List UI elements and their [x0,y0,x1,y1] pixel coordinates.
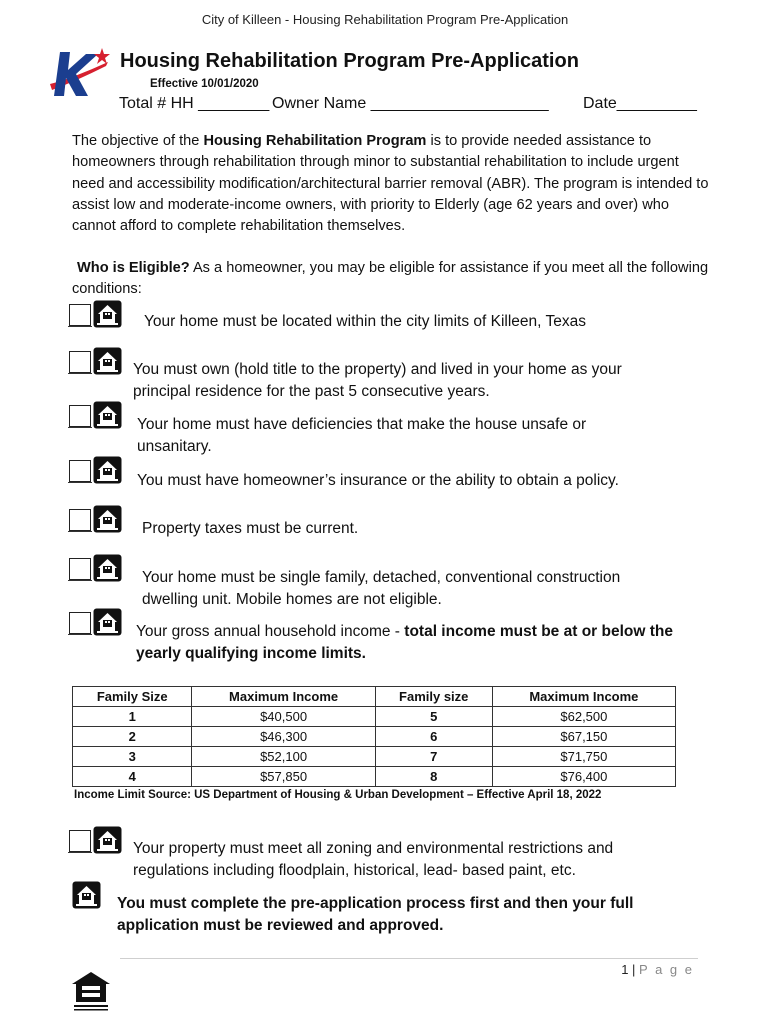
condition-text: Your home must be single family, detached, conventional construction dwelling unit. Mobile homes are not eligible. [142,569,621,608]
condition-text: Your home must be located within the city limits of Killeen, Texas [144,313,586,330]
family-size-cell: 1 [73,707,192,727]
condition-checkbox[interactable] [66,300,126,330]
income-source-note: Income Limit Source: US Department of Housing & Urban Development – Effective April 18, 2022 [74,789,602,801]
condition-text: Property taxes must be current. [142,520,359,537]
total-hh-field[interactable]: Total # HH ________ [119,95,270,112]
date-field[interactable]: Date_________ [583,95,697,112]
house-icon [93,401,122,429]
running-header: City of Killeen - Housing Rehabilitation Program Pre-Application [201,12,569,27]
max-income-cell: $67,150 [492,727,675,747]
family-size-cell: 5 [375,707,492,727]
family-size-cell: 7 [375,747,492,767]
table-row [73,747,676,767]
family-size-cell: 3 [73,747,192,767]
table-header-row [73,687,676,707]
condition-checkbox[interactable] [66,401,126,431]
income-limits-table [72,686,676,787]
family-size-cell: 8 [375,767,492,787]
table-row [73,727,676,747]
condition-text: Your property must meet all zoning and environmental restrictions and regulations including floodplain, historical, lead- based paint, etc. [133,840,614,879]
condition-text: You must own (hold title to the property) and lived in your home as your principal residence for the past 5 consecutive years. [133,361,622,400]
condition-checkbox[interactable] [66,826,126,856]
footer-divider [120,958,698,959]
condition-checkbox[interactable] [66,554,126,584]
column-header: Maximum Income [492,687,675,707]
column-header: Maximum Income [192,687,375,707]
column-header: Family size [375,687,492,707]
family-size-cell: 2 [73,727,192,747]
equal-housing-opportunity-icon [70,970,112,1012]
table-row [73,707,676,727]
condition-text: Your home must have deficiencies that make the house unsafe or unsanitary. [137,416,587,455]
page-number: 1 | P a g e [621,962,694,977]
document-title: Housing Rehabilitation Program Pre-Application [120,50,579,72]
condition-text: Your gross annual household income - total income must be at or below the yearly qualifying income limits. [136,623,673,662]
city-logo [46,46,112,98]
house-icon [93,347,122,375]
condition-checkbox[interactable] [66,608,126,638]
house-icon [93,456,122,484]
max-income-cell: $62,500 [492,707,675,727]
house-icon [72,881,101,909]
house-icon [93,826,122,854]
family-size-cell: 4 [73,767,192,787]
effective-date: Effective 10/01/2020 [150,78,259,90]
house-icon [93,554,122,582]
house-icon [93,300,122,328]
max-income-cell: $71,750 [492,747,675,767]
condition-text: You must have homeowner’s insurance or the ability to obtain a policy. [137,472,619,489]
max-income-cell: $52,100 [192,747,375,767]
intro-paragraph: The objective of the Housing Rehabilitation Program is to provide needed assistance to homeowners through rehabilitation through minor to substantial rehabilitation to include urgent need and accessibility modification/architectural barrier removal (ABR). The program is intended to assist low and moderate-income owners, with priority to Elderly (age 62 years and over) who cannot afford to complete rehabilitation themselves. [72,133,709,235]
family-size-cell: 6 [375,727,492,747]
eligibility-paragraph: Who is Eligible? As a homeowner, you may be eligible for assistance if you meet all the following conditions: [72,260,709,298]
house-icon [93,505,122,533]
max-income-cell: $57,850 [192,767,375,787]
max-income-cell: $46,300 [192,727,375,747]
condition-checkbox[interactable] [66,456,126,486]
column-header: Family Size [73,687,192,707]
condition-checkbox[interactable] [66,505,126,535]
house-icon [93,608,122,636]
max-income-cell: $76,400 [492,767,675,787]
condition-checkbox[interactable] [66,347,126,377]
max-income-cell: $40,500 [192,707,375,727]
table-row [73,767,676,787]
final-note: You must complete the pre-application process first and then your full application must be reviewed and approved. [117,895,634,934]
owner-name-field[interactable]: Owner Name ____________________ [272,95,549,112]
